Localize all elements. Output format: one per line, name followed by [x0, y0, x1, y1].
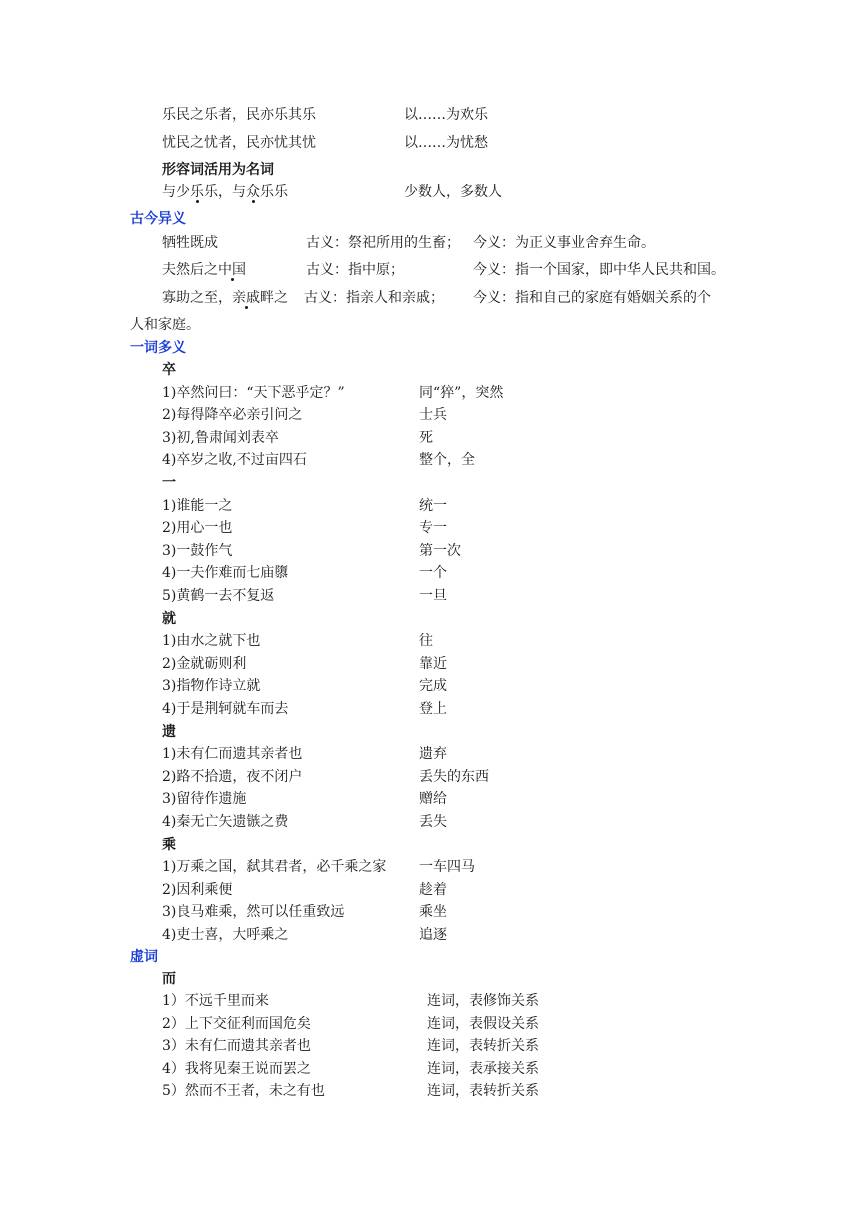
gujin-ancient-3: 古义：指亲人和亲戚； [304, 290, 444, 306]
polysemy-meaning: 登上 [419, 701, 447, 717]
polysemy-meaning: 一旦 [419, 588, 447, 604]
polysemy-word: 就 [162, 610, 176, 627]
gujin-ancient-1: 古义：祭祀所用的生畜； [306, 235, 460, 251]
polysemy-example: 4)卒岁之收,不过亩四石 [162, 452, 307, 469]
function-word-meaning: 连词，表转折关系 [427, 1038, 539, 1054]
polysemy-example: 4)吏士喜，大呼乘之 [162, 927, 289, 943]
polysemy-meaning: 赠给 [419, 791, 447, 808]
polysemy-example: 2)每得降卒必亲引问之 [162, 407, 303, 424]
polysemy-meaning: 整个，全 [419, 452, 475, 469]
dotted-word: 中国 [218, 262, 246, 278]
polysemy-word: 一 [162, 475, 176, 491]
polysemy-example: 3)初,鲁肃闻刘表卒 [162, 429, 279, 446]
subheading-adj-as-noun: 形容词活用为名词 [162, 162, 274, 178]
polysemy-example: 1)谁能一之 [162, 497, 233, 514]
polysemy-meaning: 专一 [419, 520, 447, 537]
polysemy-example: 1)由水之就下也 [162, 633, 261, 650]
polysemy-example: 3)留待作遗施 [162, 791, 247, 808]
polysemy-example: 1)卒然问曰：“天下恶乎定？” [162, 384, 345, 401]
activity-meaning-1: 以……为欢乐 [404, 107, 488, 123]
polysemy-meaning: 追逐 [419, 927, 447, 943]
function-word-example: 2）上下交征利而国危矣 [162, 1015, 311, 1032]
dotted-word: 亲戚 [232, 290, 260, 306]
xuci-word: 而 [162, 971, 176, 987]
section-title-gujin: 古今异义 [130, 211, 186, 227]
polysemy-example: 2)因利乘便 [162, 881, 233, 898]
activity-meaning-2: 以……为忧愁 [404, 135, 488, 151]
polysemy-meaning: 死 [419, 429, 433, 446]
polysemy-example: 2)金就砺则利 [162, 655, 247, 672]
function-word-example: 3）未有仁而遗其亲者也 [162, 1038, 311, 1054]
gujin-word: 牺牲既成 [162, 235, 218, 251]
polysemy-meaning: 丢失 [419, 814, 447, 830]
function-word-meaning: 连词，表转折关系 [427, 1083, 539, 1099]
polysemy-example: 2)路不拾遗，夜不闭户 [162, 768, 303, 785]
text-part: 乐，与 [204, 184, 246, 200]
polysemy-example: 4)于是荆轲就车而去 [162, 701, 289, 717]
polysemy-meaning: 士兵 [419, 407, 447, 424]
polysemy-meaning: 乘坐 [419, 904, 447, 921]
polysemy-meaning: 遗弃 [419, 746, 447, 763]
gujin-row-2 [162, 260, 246, 280]
polysemy-meaning: 丢失的东西 [419, 768, 489, 785]
gujin-modern-3: 今义：指和自己的家庭有婚姻关系的个 [473, 290, 711, 306]
polysemy-word: 遗 [162, 723, 176, 740]
activity-sentence-2: 忧民之忧者，民亦忧其忧 [162, 135, 316, 151]
polysemy-meaning: 趁着 [419, 881, 447, 898]
polysemy-example: 3)指物作诗立就 [162, 678, 261, 695]
polysemy-example: 1)万乘之国，弑其君者，必千乘之家 [162, 859, 387, 876]
activity-meaning-3: 少数人，多数人 [404, 184, 502, 200]
polysemy-meaning: 完成 [419, 678, 447, 695]
gujin-ancient-2: 古义：指中原； [306, 262, 404, 278]
section-title-xuci: 虚词 [130, 949, 158, 965]
polysemy-example: 2)用心一也 [162, 520, 233, 537]
function-word-meaning: 连词，表假设关系 [427, 1015, 539, 1032]
polysemy-word: 卒 [162, 362, 176, 378]
function-word-example: 4）我将见秦王说而罢之 [162, 1060, 311, 1077]
polysemy-meaning: 一车四马 [419, 859, 475, 876]
polysemy-word: 乘 [162, 836, 176, 853]
polysemy-example: 3)良马难乘，然可以任重致远 [162, 904, 345, 921]
gujin-word: 寡助之至， [162, 290, 232, 306]
polysemy-example: 4)秦无亡矢遗镞之费 [162, 814, 289, 830]
gujin-word-tail: 畔之 [260, 290, 288, 306]
text-part: 乐乐 [260, 184, 288, 200]
gujin-modern-1: 今义：为正义事业舍弃生命。 [473, 235, 655, 251]
function-word-meaning: 连词，表修饰关系 [427, 993, 539, 1009]
function-word-example: 1）不远千里而来 [162, 993, 269, 1009]
gujin-word: 夫然后之 [162, 262, 218, 278]
dotted-char: 众 [246, 184, 260, 200]
polysemy-example: 3)一鼓作气 [162, 542, 233, 559]
polysemy-meaning: 往 [419, 633, 433, 650]
polysemy-meaning: 一个 [419, 565, 447, 582]
dotted-char: 乐 [190, 184, 204, 200]
polysemy-meaning: 第一次 [419, 542, 461, 559]
activity-sentence-1: 乐民之乐者，民亦乐其乐 [162, 107, 316, 123]
activity-sentence-3 [162, 182, 288, 202]
gujin-wrap-text: 人和家庭。 [130, 317, 200, 333]
section-title-yici: 一词多义 [130, 340, 186, 356]
polysemy-meaning: 同“猝”，突然 [419, 384, 504, 401]
function-word-example: 5）然而不王者，未之有也 [162, 1083, 325, 1099]
gujin-modern-2: 今义：指一个国家，即中华人民共和国。 [473, 262, 725, 278]
polysemy-example: 4)一夫作难而七庙隳 [162, 565, 289, 582]
text-part: 与少 [162, 184, 190, 200]
polysemy-meaning: 统一 [419, 497, 447, 514]
function-word-meaning: 连词，表承接关系 [427, 1060, 539, 1077]
gujin-row-1 [162, 233, 218, 253]
gujin-row-3 [162, 288, 288, 308]
polysemy-example: 5)黄鹤一去不复返 [162, 588, 275, 604]
polysemy-example: 1)未有仁而遗其亲者也 [162, 746, 303, 763]
polysemy-meaning: 靠近 [419, 655, 447, 672]
